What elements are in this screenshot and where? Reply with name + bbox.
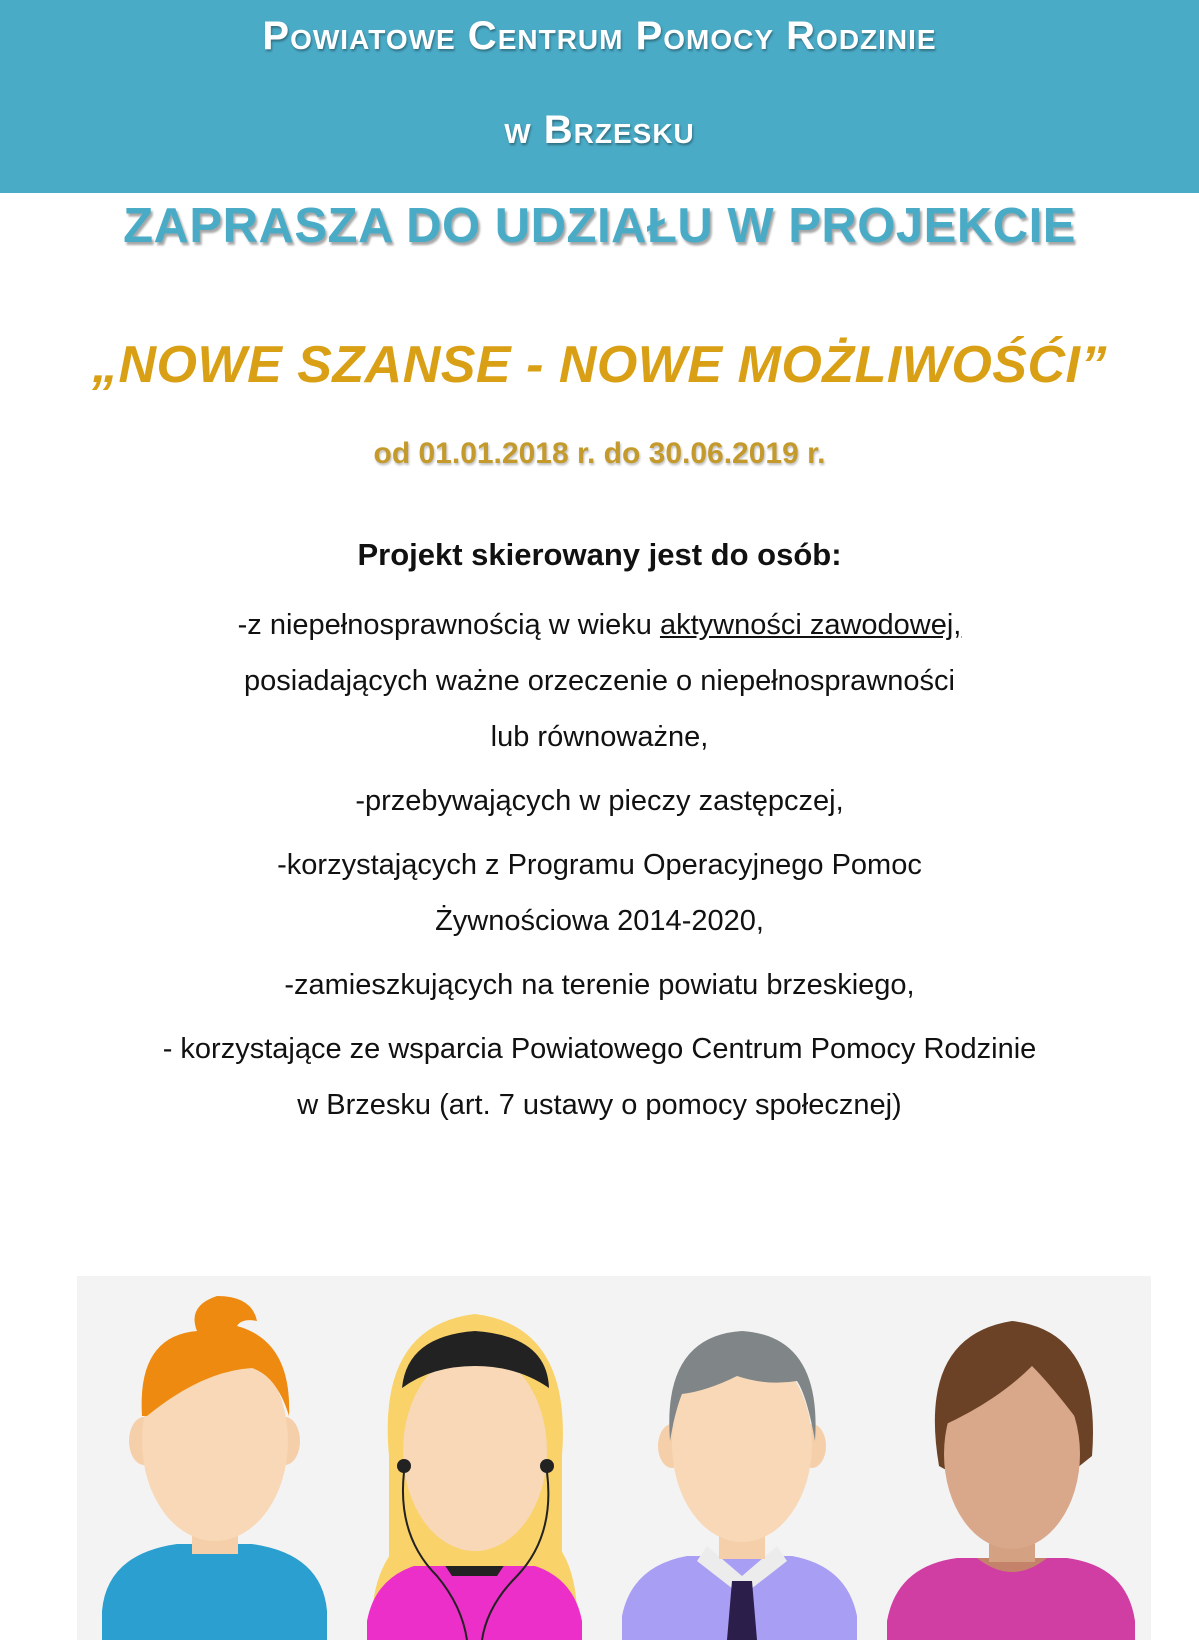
target-item-pcpr-support-line2: w Brzesku (art. 7 ustawy o pomocy społecznej)	[297, 1089, 902, 1121]
organization-name: Powiatowe Centrum Pomocy Rodzinie	[262, 14, 937, 58]
invite-heading: ZAPRASZA DO UDZIAŁU W PROJEKCIE	[123, 199, 1076, 253]
target-item-disability-line3: lub równoważne,	[490, 721, 709, 753]
person-orange-hair-icon	[102, 1296, 327, 1640]
people-illustration-svg	[77, 1276, 1151, 1640]
person-headphones-icon	[367, 1314, 582, 1640]
people-illustration	[77, 1276, 1151, 1640]
target-groups	[0, 535, 1199, 1141]
target-item-food-aid-line2: Żywnościowa 2014-2020,	[435, 905, 764, 937]
project-title: „NOWE SZANSE - NOWE MOŻLIWOŚĆI”	[91, 336, 1107, 394]
target-item-disability-line2: posiadających ważne orzeczenie o niepełnosprawności	[244, 665, 955, 697]
target-item-disability-prefix: -z niepełnosprawnością w wieku	[237, 609, 660, 641]
person-brown-hair-icon	[887, 1321, 1135, 1640]
target-item-residents: -zamieszkujących na terenie powiatu brzeskiego,	[284, 969, 915, 1001]
project-dates: od 01.01.2018 r. do 30.06.2019 r.	[373, 437, 826, 470]
target-item-food-aid	[0, 837, 1199, 949]
target-groups-title: Projekt skierowany jest do osób:	[357, 537, 842, 572]
target-item-disability-underlined: aktywności zawodowej,	[659, 609, 962, 641]
target-item-pcpr-support-line1: - korzystające ze wsparcia Powiatowego Centrum Pomocy Rodzinie	[162, 1033, 1037, 1065]
target-item-disability	[0, 597, 1199, 765]
organization-location: w Brzesku	[504, 108, 695, 152]
header-banner	[0, 0, 1199, 193]
target-item-foster-care: -przebywających w pieczy zastępczej,	[355, 785, 844, 817]
person-gray-hair-tie-icon	[622, 1331, 857, 1640]
target-item-food-aid-line1: -korzystających z Programu Operacyjnego Pomoc	[277, 849, 922, 881]
target-item-pcpr-support	[0, 1021, 1199, 1133]
